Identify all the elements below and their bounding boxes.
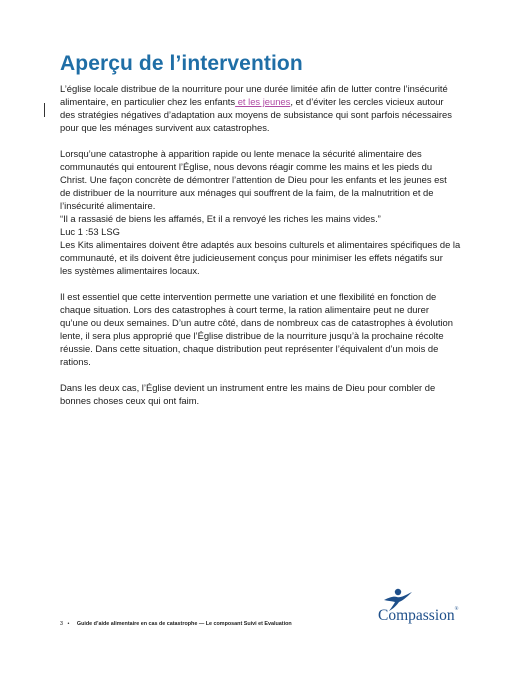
page-heading: Aperçu de l’intervention (60, 52, 303, 75)
logo-wordmark (378, 607, 458, 625)
paragraph-conclusion (60, 381, 480, 407)
document-body (60, 82, 480, 420)
text-line: l’insécurité alimentaire. (60, 200, 156, 211)
text-line: rations. (60, 356, 91, 367)
text-line: L’église locale distribue de la nourriture pour une durée limitée afin de lutter contre l’insécurité (60, 83, 448, 94)
scripture-quote: “Il a rassasié de biens les affamés, Et il a renvoyé les riches les mains vides.” (60, 213, 381, 224)
text-line: pour que les ménages survivent aux catastrophes. (60, 122, 270, 133)
text-segment: , et d’éviter les cercles vicieux autour (290, 96, 444, 107)
paragraph-intro (60, 82, 480, 134)
logo-trademark: ® (454, 607, 459, 612)
page-number: 3 (60, 621, 63, 627)
text-line: réussie. Dans cette situation, chaque distribution peut représenter l’équivalent d’un mois de (60, 343, 439, 354)
text-line: les systèmes alimentaires locaux. (60, 265, 200, 276)
logo-word: Compassion (378, 607, 455, 624)
text-line: Les Kits alimentaires doivent être adaptés aux besoins culturels et alimentaires spécifiques de la (60, 239, 461, 250)
footer-title: Guide d’aide alimentaire en cas de catastrophe — Le composant Suivi et Evaluation (76, 621, 292, 627)
text-segment: alimentaire, en particulier chez les enfants (60, 96, 236, 107)
children-youth-link[interactable]: et les jeunes (235, 96, 291, 107)
scripture-reference: Luc 1 :53 LSG (60, 226, 120, 237)
text-line: Christ. Une façon concrète de démontrer l’attention de Dieu pour les enfants et les jeunes est (60, 174, 447, 185)
text-line: bonnes choses ceux qui ont faim. (60, 395, 200, 406)
text-line: Dans les deux cas, l’Église devient un instrument entre les mains de Dieu pour combler de (60, 382, 436, 393)
paragraph-flexibility (60, 290, 480, 368)
compassion-logo (378, 588, 468, 628)
footer-bullet: • (67, 621, 70, 627)
text-line: chaque situation. Lors des catastrophes à court terme, la ration alimentaire peut ne durer (60, 304, 429, 315)
text-line: Lorsqu’une catastrophe à apparition rapide ou lente menace la sécurité alimentaire des (60, 148, 422, 159)
paragraph-response (60, 147, 480, 277)
text-line: de distribuer de la nourriture aux ménages qui souffrent de la faim, de la malnutrition et de (60, 187, 434, 198)
page-footer (60, 621, 292, 627)
text-line: lente, il sera plus approprié que l’Église distribue de la nourriture jusqu’à la prochaine récolte (60, 330, 444, 341)
text-line: communauté, et ils doivent être judicieusement conçus pour minimiser les effets négatifs sur (60, 252, 443, 263)
text-cursor (44, 103, 45, 117)
text-line: Il est essentiel que cette intervention permette une variation et une flexibilité en fonction de (60, 291, 437, 302)
text-line: communautés qui entourent l’Église, nous devons réagir comme les mains et les pieds du (60, 161, 433, 172)
text-line: qu’une ou deux semaines. D’un autre côté, dans de nombreux cas de catastrophes à évolution (60, 317, 453, 328)
text-line (60, 95, 480, 108)
text-line: des stratégies négatives d’adaptation aux moyens de subsistance qui sont parfois nécessaires (60, 109, 452, 120)
